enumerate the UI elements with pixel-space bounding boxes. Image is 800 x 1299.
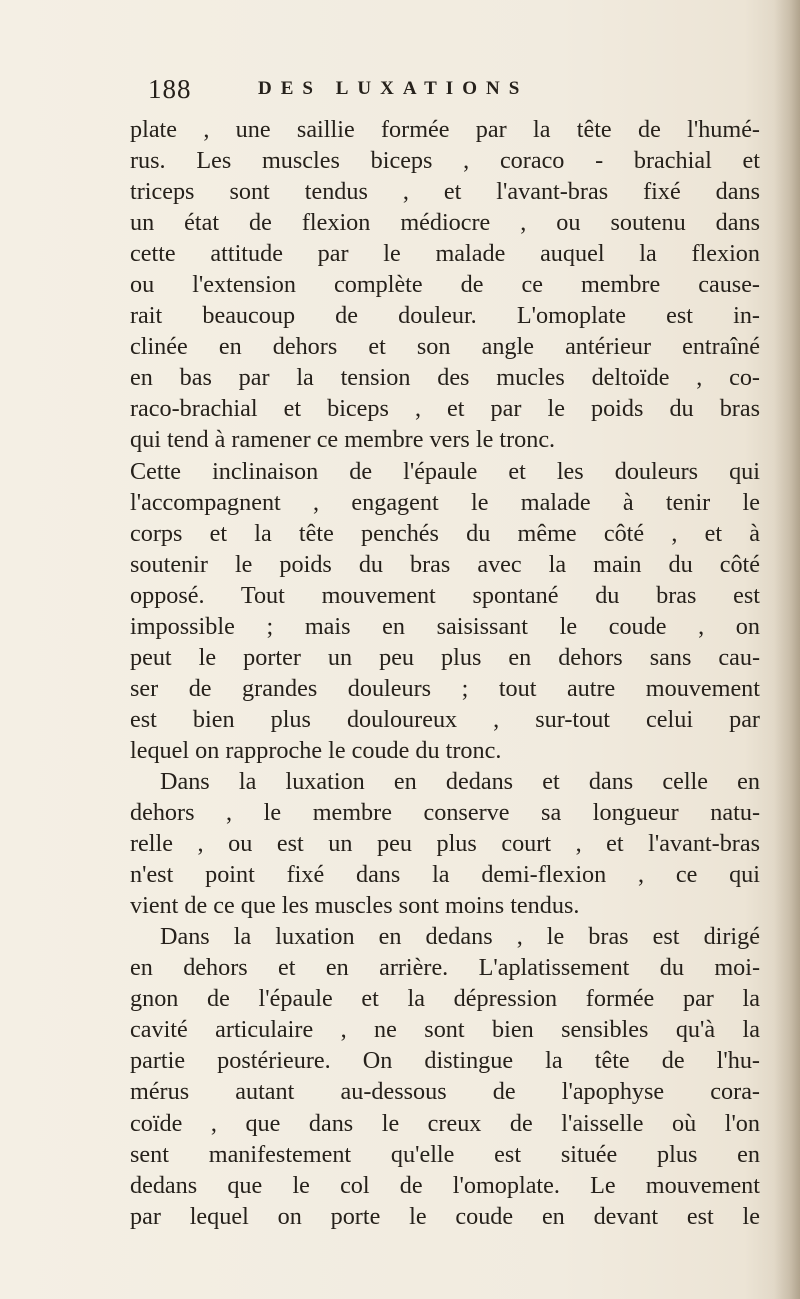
text-line: rus. Les muscles biceps , coraco - brachial et bbox=[130, 147, 760, 175]
text-line: en bas par la tension des mucles deltoïde , co- bbox=[130, 364, 760, 392]
text-line: soutenir le poids du bras avec la main du côté bbox=[130, 550, 760, 578]
text-line: corps et la tête penchés du même côté , et à bbox=[130, 519, 760, 547]
text-line: cette attitude par le malade auquel la flexion bbox=[130, 240, 760, 268]
page-edge-shadow bbox=[774, 0, 800, 1299]
text-line: rait beaucoup de douleur. L'omoplate est in- bbox=[130, 302, 760, 330]
text-line: plate , une saillie formée par la tête de l'humé- bbox=[130, 116, 760, 143]
text-line: l'accompagnent , engagent le malade à tenir le bbox=[130, 488, 760, 516]
text-line: qui tend à ramener ce membre vers le tronc. bbox=[130, 426, 556, 454]
text-line: vient de ce que les muscles sont moins tendus. bbox=[130, 892, 580, 920]
text-line: triceps sont tendus , et l'avant-bras fixé dans bbox=[130, 178, 760, 206]
text-line: en dehors et en arrière. L'aplatissement du moi- bbox=[130, 954, 760, 982]
text-line: lequel on rapproche le coude du tronc. bbox=[130, 736, 502, 764]
text-line: ser de grandes douleurs ; tout autre mouvement bbox=[130, 674, 760, 702]
text-line: gnon de l'épaule et la dépression formée par la bbox=[130, 985, 760, 1013]
text-line: un état de flexion médiocre , ou soutenu dans bbox=[130, 209, 760, 237]
text-line: n'est point fixé dans la demi-flexion , ce qui bbox=[130, 861, 760, 889]
text-line: coïde , que dans le creux de l'aisselle où l'on bbox=[130, 1109, 760, 1137]
text-line: Cette inclinaison de l'épaule et les douleurs qui bbox=[130, 457, 760, 485]
text-line: ou l'extension complète de ce membre cause- bbox=[130, 271, 760, 299]
text-line: Dans la luxation en dedans , le bras est dirigé bbox=[160, 923, 760, 951]
text-line: raco-brachial et biceps , et par le poids du bras bbox=[130, 395, 760, 423]
text-line: mérus autant au-dessous de l'apophyse cora- bbox=[130, 1078, 760, 1106]
body-text bbox=[130, 114, 760, 1232]
text-line: cavité articulaire , ne sont bien sensibles qu'à la bbox=[130, 1016, 760, 1044]
page-number: 188 bbox=[148, 74, 192, 104]
text-line: relle , ou est un peu plus court , et l'avant-bras bbox=[130, 830, 760, 858]
text-line: opposé. Tout mouvement spontané du bras est bbox=[130, 581, 760, 609]
text-line: clinée en dehors et son angle antérieur entraîné bbox=[130, 333, 760, 361]
text-line: par lequel on porte le coude en devant est le bbox=[130, 1202, 760, 1230]
text-line: dehors , le membre conserve sa longueur natu- bbox=[130, 799, 760, 827]
text-line: impossible ; mais en saisissant le coude , on bbox=[130, 612, 760, 640]
text-line: sent manifestement qu'elle est située plus en bbox=[130, 1140, 760, 1168]
text-line: peut le porter un peu plus en dehors sans cau- bbox=[130, 643, 760, 671]
running-head: DES LUXATIONS bbox=[258, 78, 529, 99]
page-header bbox=[148, 74, 668, 110]
text-line: dedans que le col de l'omoplate. Le mouvement bbox=[130, 1171, 760, 1199]
text-line: est bien plus douloureux , sur-tout celui par bbox=[130, 705, 760, 733]
text-line: Dans la luxation en dedans et dans celle en bbox=[160, 767, 760, 795]
text-line: partie postérieure. On distingue la tête de l'hu- bbox=[130, 1047, 760, 1075]
